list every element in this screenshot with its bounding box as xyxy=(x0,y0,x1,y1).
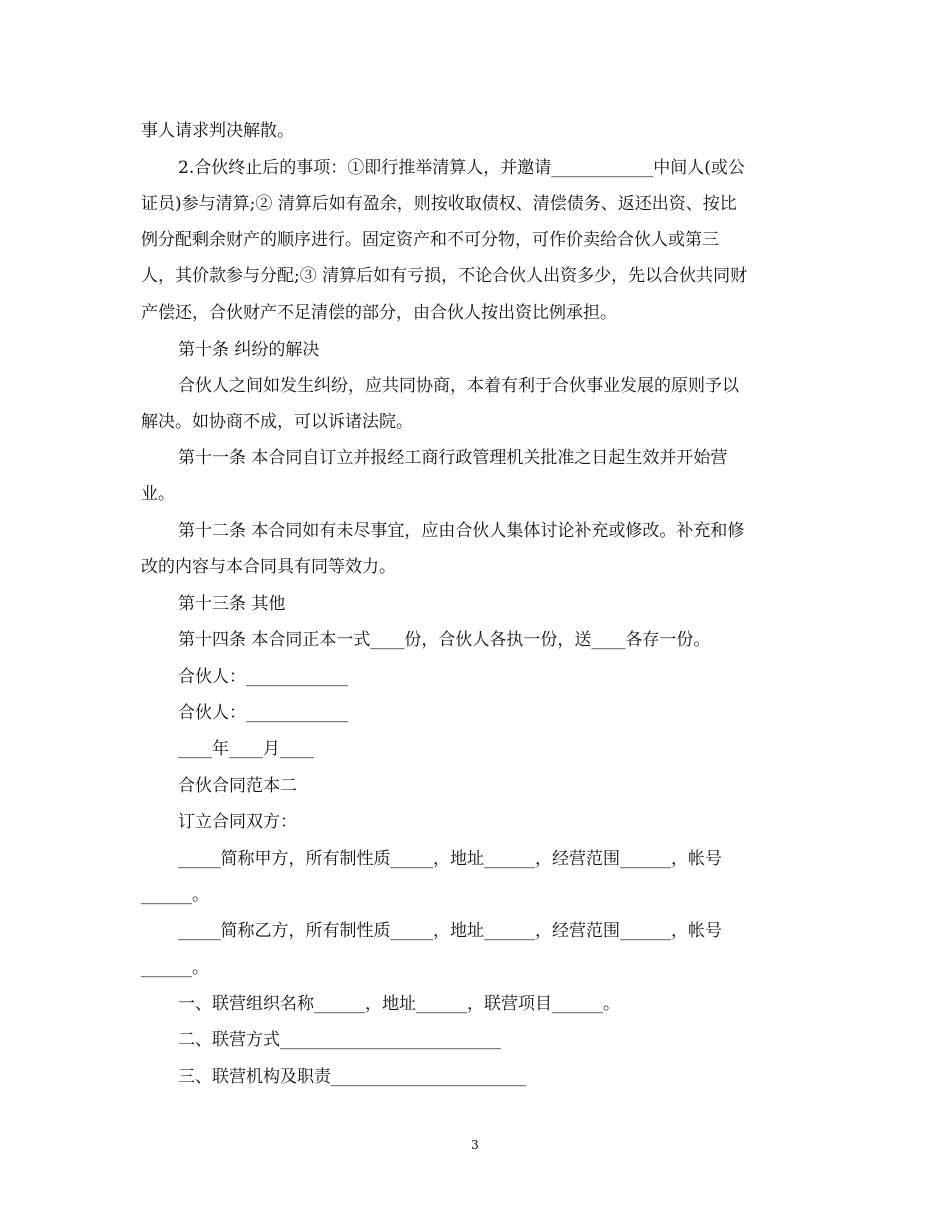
text-line: 订立合同双方： xyxy=(178,812,297,832)
date-line: ____年____月____ xyxy=(178,739,314,759)
form-line: 一、联营组织名称______，地址______，联营项目______。 xyxy=(178,994,620,1014)
form-line: ______。 xyxy=(141,958,209,978)
text-line: 例分配剩余财产的顺序进行。固定资产和不可分物，可作价卖给合伙人或第三 xyxy=(141,230,719,250)
form-line: 三、联营机构及职责_______________________ xyxy=(178,1067,527,1087)
section-heading: 第十三条 其他 xyxy=(178,594,286,614)
text-line: 人，其价款参与分配;③ 清算后如有亏损，不论合伙人出资多少，先以合伙共同财 xyxy=(141,266,748,286)
section-title: 合伙合同范本二 xyxy=(178,776,297,796)
form-line: ______。 xyxy=(141,885,209,905)
text-line: 第十四条 本合同正本一式____份，合伙人各执一份，送____各存一份。 xyxy=(178,630,711,650)
page-number: 3 xyxy=(471,1138,479,1152)
text-line: 事人请求判决解散。 xyxy=(141,121,294,141)
text-line: 2.合伙终止后的事项：①即行推举清算人，并邀请____________中间人(或公 xyxy=(178,158,745,178)
text-line: 第十二条 本合同如有未尽事宜，应由合伙人集体讨论补充或修改。补充和修 xyxy=(178,521,745,541)
text-line: 证员)参与清算;② 清算后如有盈余，则按收取债权、清偿债务、返还出资、按比 xyxy=(141,194,737,214)
text-line: 改的内容与本合同具有同等效力。 xyxy=(141,557,396,577)
text-line: 产偿还，合伙财产不足清偿的部分，由合伙人按出资比例承担。 xyxy=(141,303,617,323)
signature-line: 合伙人：____________ xyxy=(178,667,348,687)
text-line: 解决。如协商不成，可以诉诸法院。 xyxy=(141,412,413,432)
form-line: _____简称乙方，所有制性质_____，地址______，经营范围______，帐号 xyxy=(178,921,722,941)
form-line: _____简称甲方，所有制性质_____，地址______，经营范围______，帐号 xyxy=(178,849,722,869)
text-line: 第十一条 本合同自订立并报经工商行政管理机关批准之日起生效并开始营 xyxy=(178,448,728,468)
form-line: 二、联营方式__________________________ xyxy=(178,1030,501,1050)
text-line: 合伙人之间如发生纠纷，应共同协商，本着有利于合伙事业发展的原则予以 xyxy=(178,376,739,396)
signature-line: 合伙人：____________ xyxy=(178,703,348,723)
section-heading: 第十条 纠纷的解决 xyxy=(178,340,320,360)
text-line: 业。 xyxy=(141,484,175,504)
